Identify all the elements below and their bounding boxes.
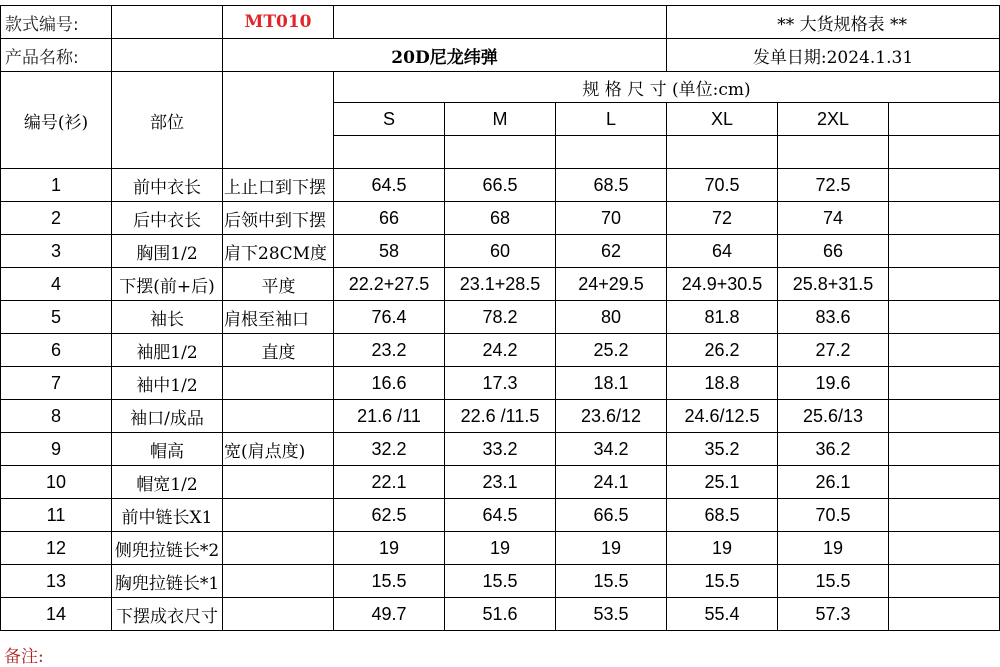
row-method [223,367,334,400]
size-value-s: 15.5 [334,565,445,598]
size-value-s: 22.1 [334,466,445,499]
size-value-s: 66 [334,202,445,235]
row-part: 袖长 [112,301,223,334]
row-number: 10 [1,466,112,499]
sheet-title: ** 大货规格表 ** [667,6,1000,39]
product-name-label: 产品名称: [1,39,112,72]
size-value-s: 21.6 /11 [334,400,445,433]
size-value-s: 64.5 [334,169,445,202]
size-value-l: 15.5 [556,565,667,598]
row-method: 平度 [223,268,334,301]
size-value-m: 17.3 [445,367,556,400]
size-value-xl: 35.2 [667,433,778,466]
row-method [223,499,334,532]
product-name-value: 20D尼龙纬弹 [223,39,667,72]
row-number: 7 [1,367,112,400]
row-part: 袖口/成品 [112,400,223,433]
size-value-xl: 25.1 [667,466,778,499]
spec-table [0,5,1000,631]
row-part: 下摆(前+后) [112,268,223,301]
size-value-2xl: 15.5 [778,565,889,598]
size-value-xl: 18.8 [667,367,778,400]
row-method: 直度 [223,334,334,367]
row-number: 2 [1,202,112,235]
size-value-xl: 24.6/12.5 [667,400,778,433]
row-method: 肩下28CM度 [223,235,334,268]
table-row [1,499,1000,532]
row-method: 后领中到下摆 [223,202,334,235]
table-row [1,235,1000,268]
spec-caption: 规 格 尺 寸 (单位:cm) [334,72,1000,103]
size-value-s: 19 [334,532,445,565]
size-value-s: 16.6 [334,367,445,400]
size-value-xl: 15.5 [667,565,778,598]
size-value-l: 70 [556,202,667,235]
size-value-l: 80 [556,301,667,334]
table-row [1,565,1000,598]
size-value-l: 53.5 [556,598,667,631]
size-header-m: M [445,103,556,136]
row-part: 后中衣长 [112,202,223,235]
size-value-2xl: 19.6 [778,367,889,400]
size-value-2xl: 25.6/13 [778,400,889,433]
size-value-2xl: 72.5 [778,169,889,202]
size-value-s: 49.7 [334,598,445,631]
table-row [1,268,1000,301]
row-number: 4 [1,268,112,301]
row-part: 前中链长X1 [112,499,223,532]
size-value-2xl: 74 [778,202,889,235]
size-value-l: 62 [556,235,667,268]
size-value-s: 58 [334,235,445,268]
size-value-m: 15.5 [445,565,556,598]
size-value-2xl: 70.5 [778,499,889,532]
size-value-xl: 68.5 [667,499,778,532]
table-row [1,400,1000,433]
style-no-label: 款式编号: [1,6,112,39]
size-value-m: 68 [445,202,556,235]
size-header-l: L [556,103,667,136]
size-value-xl: 24.9+30.5 [667,268,778,301]
size-value-2xl: 26.1 [778,466,889,499]
row-method [223,532,334,565]
col-header-part: 部位 [112,72,223,169]
size-value-xl: 70.5 [667,169,778,202]
size-value-l: 18.1 [556,367,667,400]
size-value-s: 76.4 [334,301,445,334]
header-row-product [1,39,1000,72]
size-value-m: 60 [445,235,556,268]
size-value-m: 64.5 [445,499,556,532]
size-header-2xl: 2XL [778,103,889,136]
size-value-m: 78.2 [445,301,556,334]
row-number: 8 [1,400,112,433]
table-row [1,433,1000,466]
header-row-style [1,6,1000,39]
size-header-s: S [334,103,445,136]
row-part: 前中衣长 [112,169,223,202]
size-value-2xl: 66 [778,235,889,268]
size-value-m: 24.2 [445,334,556,367]
row-number: 1 [1,169,112,202]
size-value-l: 68.5 [556,169,667,202]
table-row [1,202,1000,235]
row-number: 11 [1,499,112,532]
style-no-value: MT010 [223,6,334,39]
row-method [223,598,334,631]
size-value-s: 32.2 [334,433,445,466]
size-value-2xl: 36.2 [778,433,889,466]
row-method: 上止口到下摆 [223,169,334,202]
row-number: 12 [1,532,112,565]
col-header-no: 编号(衫) [1,72,112,169]
table-row [1,169,1000,202]
table-row [1,598,1000,631]
size-value-l: 23.6/12 [556,400,667,433]
row-part: 下摆成衣尺寸 [112,598,223,631]
row-number: 9 [1,433,112,466]
table-row [1,334,1000,367]
size-value-l: 66.5 [556,499,667,532]
table-row [1,301,1000,334]
size-value-xl: 72 [667,202,778,235]
size-value-m: 23.1+28.5 [445,268,556,301]
size-value-l: 24+29.5 [556,268,667,301]
size-value-l: 19 [556,532,667,565]
size-value-m: 51.6 [445,598,556,631]
table-row [1,532,1000,565]
table-row [1,466,1000,499]
size-value-2xl: 27.2 [778,334,889,367]
row-number: 6 [1,334,112,367]
spec-caption-row [1,72,1000,103]
row-number: 13 [1,565,112,598]
size-value-m: 19 [445,532,556,565]
size-value-m: 66.5 [445,169,556,202]
size-value-l: 25.2 [556,334,667,367]
table-row [1,367,1000,400]
row-part: 帽宽1/2 [112,466,223,499]
row-part: 胸兜拉链长*1 [112,565,223,598]
size-value-xl: 55.4 [667,598,778,631]
row-method [223,400,334,433]
size-header-xl: XL [667,103,778,136]
row-part: 胸围1/2 [112,235,223,268]
row-part: 袖中1/2 [112,367,223,400]
size-value-xl: 19 [667,532,778,565]
size-value-s: 23.2 [334,334,445,367]
row-number: 5 [1,301,112,334]
remark-label: 备注: [4,647,44,667]
size-value-2xl: 83.6 [778,301,889,334]
size-value-m: 23.1 [445,466,556,499]
size-value-xl: 26.2 [667,334,778,367]
size-value-l: 24.1 [556,466,667,499]
row-part: 侧兜拉链长*2 [112,532,223,565]
row-part: 袖肥1/2 [112,334,223,367]
row-part: 帽高 [112,433,223,466]
size-value-xl: 81.8 [667,301,778,334]
issue-date: 发单日期:2024.1.31 [667,39,1000,72]
size-value-l: 34.2 [556,433,667,466]
size-value-2xl: 57.3 [778,598,889,631]
row-number: 3 [1,235,112,268]
size-value-m: 22.6 /11.5 [445,400,556,433]
size-value-s: 22.2+27.5 [334,268,445,301]
row-number: 14 [1,598,112,631]
row-method [223,565,334,598]
size-value-xl: 64 [667,235,778,268]
size-value-2xl: 19 [778,532,889,565]
row-method [223,466,334,499]
size-value-s: 62.5 [334,499,445,532]
row-method: 宽(肩点度) [223,433,334,466]
size-value-m: 33.2 [445,433,556,466]
row-method: 肩根至袖口 [223,301,334,334]
size-value-2xl: 25.8+31.5 [778,268,889,301]
